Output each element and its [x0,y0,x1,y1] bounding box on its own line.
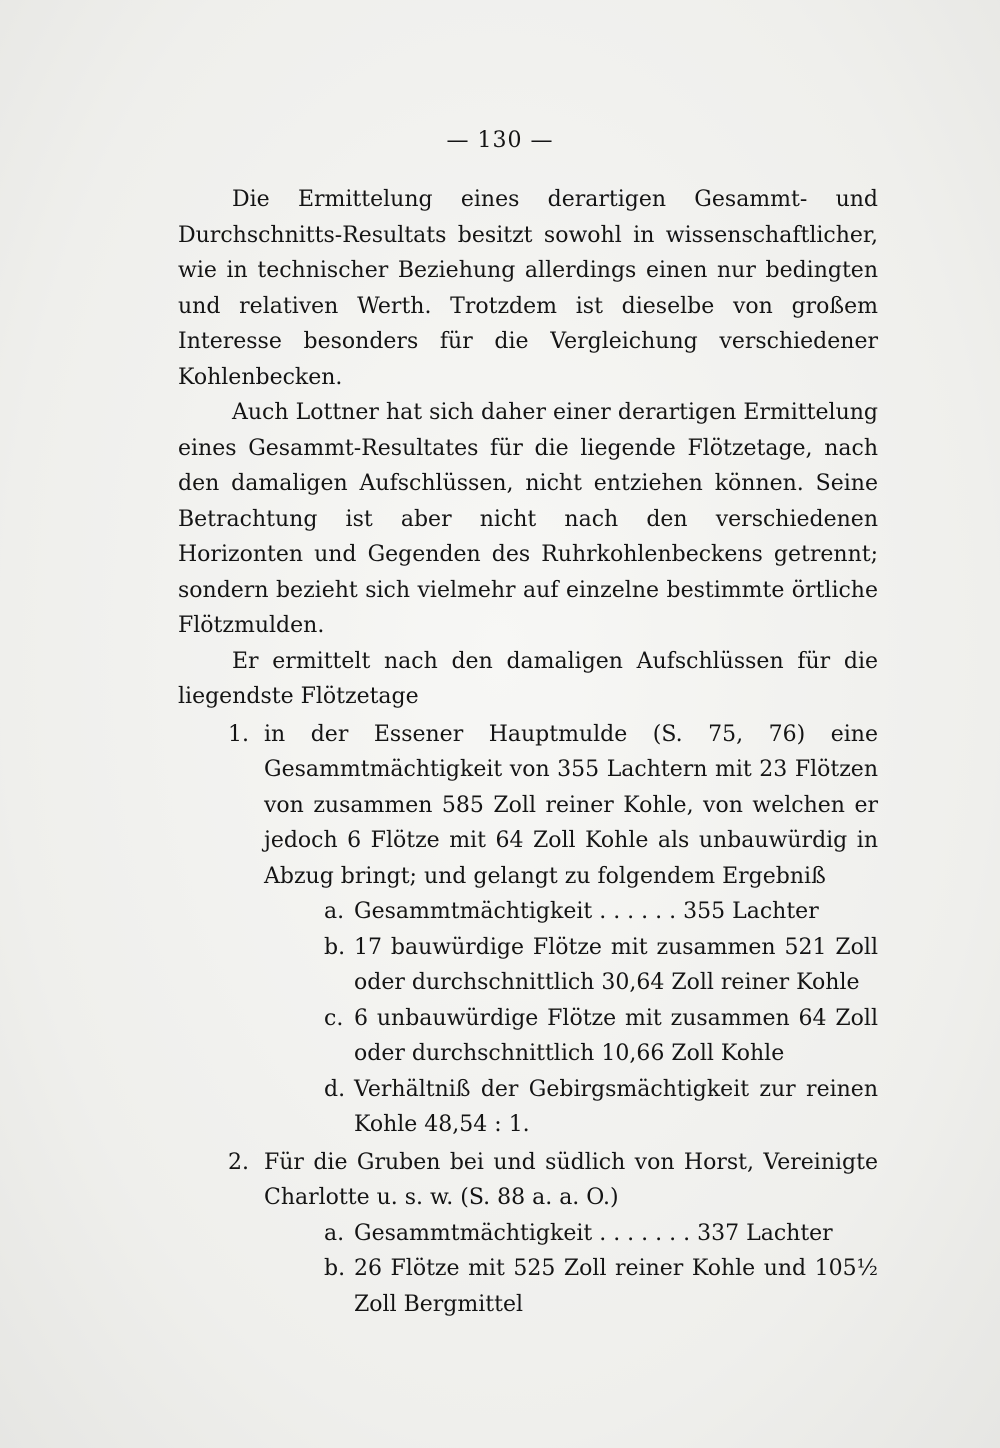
sub-item [178,1001,878,1072]
sub-item [178,1072,878,1143]
list-item-text: in der Essener Hauptmulde (S. 75, 76) eine Gesammtmächtigkeit von 355 Lachtern mit 23 Flötzen von zusammen 585 Zoll reiner Kohle, von welchen er jedoch 6 Flötze mit 64 Zoll Kohle als unbauwürdig in Abzug bringt; und gelangt zu folgendem Ergebniß [264,721,878,889]
list-item [178,717,878,895]
list-item-number: 1. [228,721,249,747]
paragraph: Auch Lottner hat sich daher einer derartigen Ermittelung eines Gesammt-Resultates für die liegende Flötzetage, nach den damaligen Aufschlüssen, nicht entziehen können. Seine Betrachtung ist aber nicht nach den verschiedenen Horizonten und Gegenden des Ruhrkohlenbeckens getrennt; sondern bezieht sich vielmehr auf einzelne bestimmte örtliche Flötzmulden. [178,400,878,638]
sub-item-label: b. [324,934,346,960]
sub-item-text: Verhältniß der Gebirgsmächtigkeit zur reinen Kohle 48,54 : 1. [354,1076,878,1137]
list-item-number: 2. [228,1149,249,1175]
sub-item-text: Gesammtmächtigkeit . . . . . . 355 Lachter [354,899,819,924]
page-number: — 130 — [446,128,554,153]
sub-item-text: 6 unbauwürdige Flötze mit zusammen 64 Zoll oder durchschnittlich 10,66 Zoll Kohle [354,1005,878,1066]
sub-item [178,894,878,930]
sub-item-label: a. [324,1220,345,1246]
sub-item-label: b. [324,1256,346,1281]
sub-item-label: c. [324,1005,344,1031]
list-item-text: Für die Gruben bei und südlich von Horst, Vereinigte Charlotte u. s. w. (S. 88 a. a. O.) [264,1149,878,1210]
sub-item [178,930,878,1001]
sub-item [178,1216,878,1252]
paragraph: Er ermittelt nach den damaligen Aufschlüssen für die liegendste Flötzetage [178,648,878,709]
paragraph: Die Ermittelung eines derartigen Gesammt- und Durchschnitts-Resultats besitzt sowohl in wissenschaftlicher, wie in technischer Beziehung allerdings einen nur bedingten und relativen Werth. Trotzdem ist dieselbe von großem Interesse besonders für die Vergleichung verschiedener Kohlenbecken. [178,187,878,390]
sub-item-text: 26 Flötze mit 525 Zoll reiner Kohle und 105½ Zoll Bergmittel [354,1256,878,1317]
sub-item-text: 17 bauwürdige Flötze mit zusammen 521 Zoll oder durchschnittlich 30,64 Zoll reiner Kohle [354,934,878,995]
list-item [178,1145,878,1216]
sub-item-label: d. [324,1076,346,1102]
sub-item [178,1251,878,1322]
body-text [178,182,878,1322]
sub-item-text: Gesammtmächtigkeit . . . . . . . 337 Lachter [354,1220,833,1246]
sub-item-label: a. [324,899,345,924]
